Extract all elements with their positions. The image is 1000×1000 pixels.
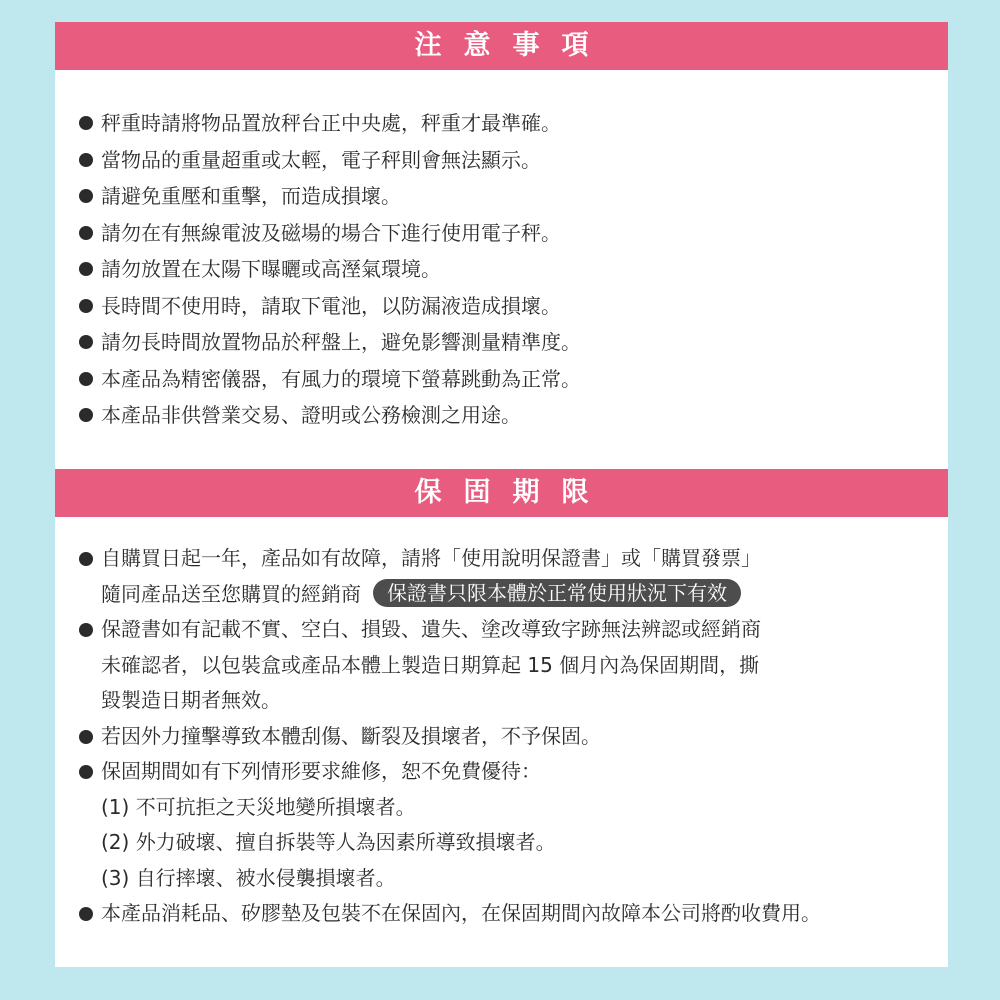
bullet-icon — [79, 408, 93, 422]
warranty-sub-item: (2) 外力破壞、擅自拆裝等人為因素所導致損壞者。 — [101, 830, 556, 854]
warranty-item — [55, 612, 821, 719]
warranty-list — [55, 541, 821, 932]
warranty-item — [55, 754, 821, 896]
notice-item-text: 長時間不使用時，請取下電池，以防漏液造成損壞。 — [101, 293, 561, 318]
warranty-item — [55, 541, 821, 612]
notice-title-banner: 注意事項 — [55, 22, 948, 70]
notice-item-text: 當物品的重量超重或太輕，電子秤則會無法顯示。 — [101, 147, 541, 172]
notice-item-text: 請勿放置在太陽下曝曬或高溼氣環境。 — [101, 257, 441, 281]
notice-item — [55, 105, 581, 142]
warranty-sub-item: (3) 自行摔壞、被水侵襲損壞者。 — [101, 865, 396, 890]
notice-item-text: 請勿在有無線電波及磁場的場合下進行使用電子秤。 — [101, 220, 561, 245]
warranty-item — [55, 896, 821, 932]
warranty-item-text: 保固期間如有下列情形要求維修，恕不免費優待： — [101, 759, 541, 783]
bullet-icon — [79, 372, 93, 386]
bullet-icon — [79, 907, 93, 921]
warranty-item-text: 毀製造日期者無效。 — [101, 688, 281, 712]
warranty-sub-item: (1) 不可抗拒之天災地變所損壞者。 — [101, 794, 416, 819]
notice-item — [55, 397, 581, 434]
warranty-item-text: 未確認者，以包裝盒或產品本體上製造日期算起 15 個月內為保固期間，撕 — [101, 652, 760, 677]
warranty-item-text: 本產品消耗品、矽膠墊及包裝不在保固內，在保固期間內故障本公司將酌收費用。 — [101, 901, 821, 925]
notice-item-text: 本產品非供營業交易、證明或公務檢測之用途。 — [101, 403, 521, 427]
warranty-item — [55, 719, 821, 755]
warranty-item-text — [101, 577, 821, 613]
bullet-icon — [79, 262, 93, 276]
notice-item-text: 秤重時請將物品置放秤台正中央處，秤重才最準確。 — [101, 111, 561, 135]
notice-item — [55, 251, 581, 288]
notice-item — [55, 288, 581, 325]
bullet-icon — [79, 335, 93, 349]
bullet-icon — [79, 116, 93, 130]
notice-item — [55, 361, 581, 398]
notice-item-text: 請勿長時間放置物品於秤盤上，避免影響測量精準度。 — [101, 330, 581, 354]
warranty-item-text: 自購買日起一年，產品如有故障，請將「使用說明保證書」或「購買發票」 — [101, 546, 761, 570]
notice-item-text: 請避免重壓和重擊，而造成損壞。 — [101, 184, 401, 208]
warranty-item-text: 隨同產品送至您購買的經銷商 — [101, 581, 361, 606]
content-panel — [55, 22, 948, 967]
notice-list — [55, 105, 581, 434]
notice-item — [55, 324, 581, 361]
bullet-icon — [79, 623, 93, 637]
bullet-icon — [79, 765, 93, 779]
notice-item — [55, 215, 581, 252]
warranty-validity-badge: 保證書只限本體於正常使用狀況下有效 — [373, 579, 741, 607]
bullet-icon — [79, 153, 93, 167]
warranty-item-text: 若因外力撞擊導致本體刮傷、斷裂及損壞者，不予保固。 — [101, 723, 601, 748]
bullet-icon — [79, 730, 93, 744]
warranty-item-text: 保證書如有記載不實、空白、損毀、遺失、塗改導致字跡無法辨認或經銷商 — [101, 617, 761, 641]
notice-item — [55, 142, 581, 179]
warranty-title-banner: 保固期限 — [55, 469, 948, 517]
bullet-icon — [79, 299, 93, 313]
bullet-icon — [79, 189, 93, 203]
bullet-icon — [79, 552, 93, 566]
bullet-icon — [79, 226, 93, 240]
notice-item-text: 本產品為精密儀器，有風力的環境下螢幕跳動為正常。 — [101, 366, 581, 391]
notice-item — [55, 178, 581, 215]
